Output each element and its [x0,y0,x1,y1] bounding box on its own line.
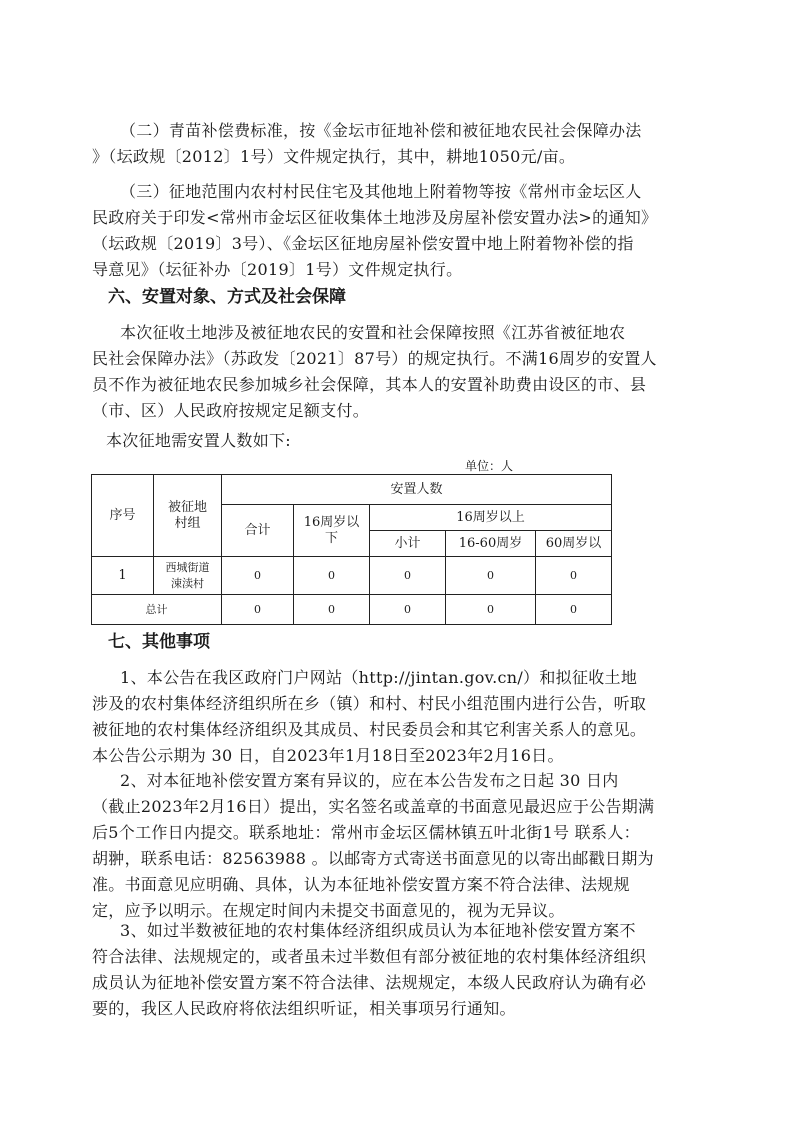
paragraph-social-security [92,320,712,424]
paragraph-hearing [92,918,712,1022]
text-line: 后5个工作日内提交。联系地址：常州市金坛区儒林镇五叶北街1号 联系人： [92,823,640,842]
cell-seq: 1 [92,557,154,595]
header-over-16: 16周岁以上 [370,505,612,531]
paragraph-objections [92,768,712,924]
cell-subtotal: 0 [370,557,446,595]
header-seq: 序号 [92,475,154,557]
text-line: 涉及的农村集体经济组织所在乡（镇）和村、村民小组范围内进行公告，听取 [92,694,647,713]
text-line: 2、对本征地补偿安置方案有异议的，应在本公告发布之日起 30 日内 [120,771,619,790]
cell-age-16-60: 0 [446,557,536,595]
cell-over-60: 0 [536,557,612,595]
cell-sum-under-16: 0 [294,595,370,625]
text-line: 1、本公告在我区政府门户网站（http://jintan.gov.cn/）和拟征收土地 [120,668,638,687]
cell-sum-age-16-60: 0 [446,595,536,625]
cell-total: 0 [222,557,294,595]
paragraph-house-compensation [92,179,712,283]
text-line: 要的，我区人民政府将依法组织听证，相关事项另行通知。 [92,999,516,1018]
section-heading-other-matters: 七、其他事项 [108,632,210,652]
text-line: （市、区）人民政府按规定足额支付。 [92,401,370,420]
table-unit-label: 单位：人 [465,459,514,473]
paragraph-count-intro [92,428,726,454]
text-line: 本次征地需安置人数如下: [106,431,291,450]
text-line: 准。书面意见应明确、具体，认为本征地补偿安置方案不符合法律、法规规 [92,875,630,894]
header-over-60: 60周岁以 [536,531,612,557]
text-line: （二）青苗补偿费标准，按《金坛市征地补偿和被征地农民社会保障办法 [120,121,642,140]
cell-sum-over-60: 0 [536,595,612,625]
text-line: 本次征收土地涉及被征地农民的安置和社会保障按照《江苏省被征地农 [120,323,626,342]
text-line: （三）征地范围内农村村民住宅及其他地上附着物等按《常州市金坛区人 [120,182,642,201]
table-row [92,557,612,595]
cell-sum-label: 总计 [92,595,222,625]
text-line: 民社会保障办法》（苏政发〔2021〕87号）的规定执行。不满16周岁的安置人 [92,349,657,368]
text-line: 导意见》（坛征补办〔2019〕1号）文件规定执行。 [92,260,463,279]
section-heading-resettlement: 六、安置对象、方式及社会保障 [108,287,346,307]
text-line: 3、如过半数被征地的农村集体经济组织成员认为本征地补偿安置方案不 [120,921,636,940]
header-under-16: 16周岁以下 [294,505,370,557]
text-line: （坛政规〔2019〕3号）、《金坛区征地房屋补偿安置中地上附着物补偿的指 [92,234,634,253]
paragraph-seedling-compensation [92,118,712,170]
cell-under-16: 0 [294,557,370,595]
cell-village-group: 西城街道涑渎村 [154,557,222,595]
cell-sum-total: 0 [222,595,294,625]
text-line: 民政府关于印发<常州市金坛区征收集体土地涉及房屋补偿安置办法>的通知》 [92,208,658,227]
header-village-group: 被征地村组 [154,475,222,557]
paragraph-publication [92,665,712,769]
header-resettle-count: 安置人数 [222,475,612,505]
resettlement-table [91,474,612,625]
text-line: 胡翀，联系电话：82563988 。以邮寄方式寄送书面意见的以寄出邮戳日期为 [92,849,654,868]
table-sum-row [92,595,612,625]
text-line: 》（坛政规〔2012〕1号）文件规定执行，其中，耕地1050元/亩。 [92,147,576,166]
text-line: 被征地的农村集体经济组织及其成员、村民委员会和其它利害关系人的意见。 [92,720,647,739]
header-total: 合计 [222,505,294,557]
text-line: 定，应予以明示。在规定时间内未提交书面意见的，视为无异议。 [92,901,565,920]
text-line: （截止2023年2月16日）提出，实名签名或盖章的书面意见最迟应于公告期满 [92,797,655,816]
cell-sum-subtotal: 0 [370,595,446,625]
text-line: 符合法律、法规规定的，或者虽未过半数但有部分被征地的农村集体经济组织 [92,947,647,966]
header-subtotal: 小计 [370,531,446,557]
text-line: 本公告公示期为 30 日，自2023年1月18日至2023年2月16日。 [92,746,564,765]
header-age-16-60: 16-60周岁 [446,531,536,557]
text-line: 成员认为征地补偿安置方案不符合法律、法规规定，本级人民政府认为确有必 [92,973,647,992]
text-line: 员不作为被征地农民参加城乡社会保障，其本人的安置补助费由设区的市、县 [92,375,647,394]
